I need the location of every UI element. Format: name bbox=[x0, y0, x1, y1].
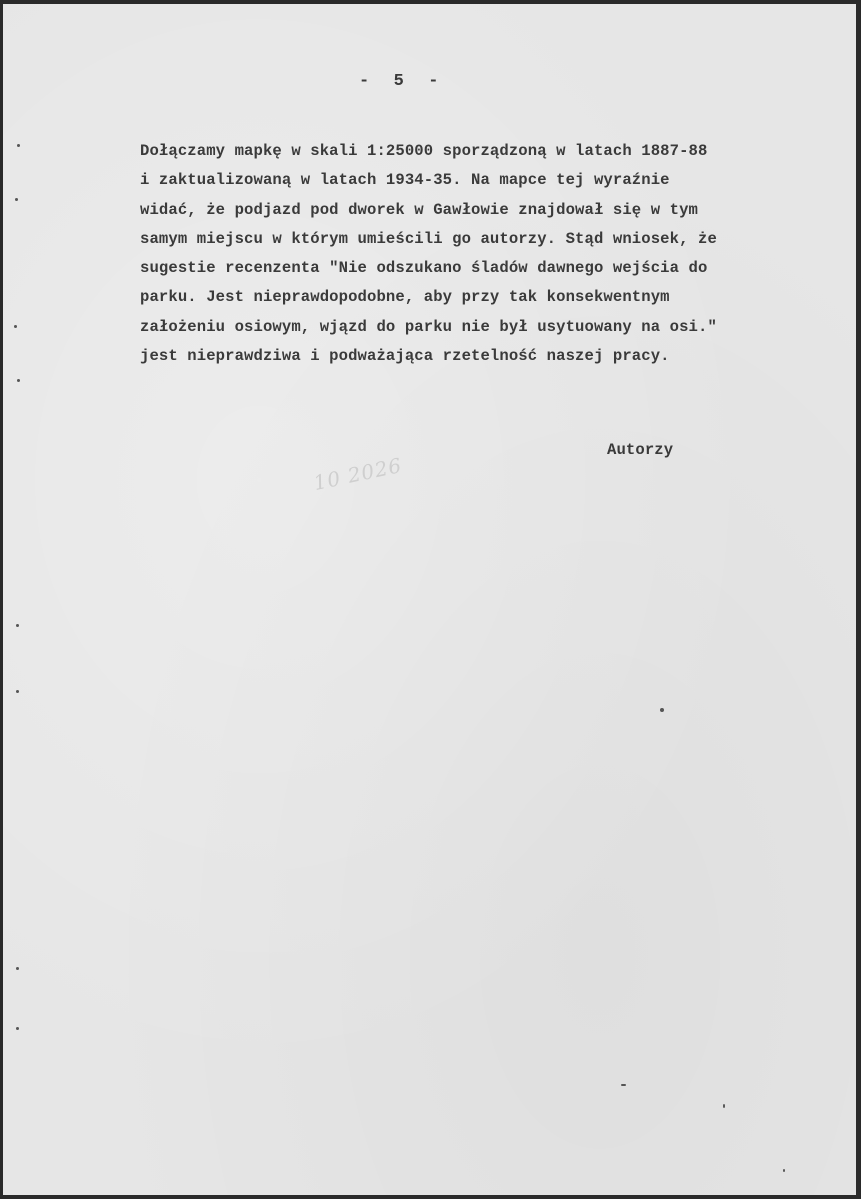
margin-mark bbox=[16, 1027, 19, 1030]
paragraph-line: jest nieprawdziwa i podważająca rzetelność naszej pracy. bbox=[140, 347, 670, 366]
paragraph-line: założeniu osiowym, wjązd do parku nie był usytuowany na osi." bbox=[140, 317, 717, 336]
margin-mark bbox=[15, 198, 18, 201]
ink-speck bbox=[621, 1084, 626, 1086]
page-number: - 5 - bbox=[359, 72, 439, 91]
paragraph-line: samym miejscu w którym umieścili go autorzy. Stąd wniosek, że bbox=[140, 229, 717, 248]
paragraph-line: Dołączamy mapkę w skali 1:25000 sporządzoną w latach 1887-88 bbox=[140, 142, 708, 160]
margin-mark bbox=[16, 624, 19, 627]
body-paragraph bbox=[140, 141, 800, 375]
paragraph-line: parku. Jest nieprawdopodobne, aby przy tak konsekwentnym bbox=[140, 288, 670, 307]
margin-mark bbox=[16, 967, 19, 970]
ink-speck bbox=[723, 1104, 725, 1108]
pencil-annotation: 10 2026 bbox=[311, 452, 405, 496]
signature: Autorzy bbox=[607, 441, 674, 459]
document-page bbox=[3, 4, 856, 1195]
paragraph-line: i zaktualizowaną w latach 1934-35. Na mapce tej wyraźnie bbox=[140, 171, 670, 190]
ink-speck bbox=[783, 1169, 785, 1172]
paragraph-line: widać, że podjazd pod dworek w Gawłowie znajdował się w tym bbox=[140, 200, 699, 219]
ink-speck bbox=[660, 708, 664, 712]
margin-mark bbox=[14, 325, 17, 328]
margin-mark bbox=[17, 144, 20, 147]
margin-mark bbox=[16, 690, 19, 693]
paragraph-line: sugestie recenzenta "Nie odszukano śladów dawnego wejścia do bbox=[140, 259, 708, 278]
margin-mark bbox=[17, 379, 20, 382]
